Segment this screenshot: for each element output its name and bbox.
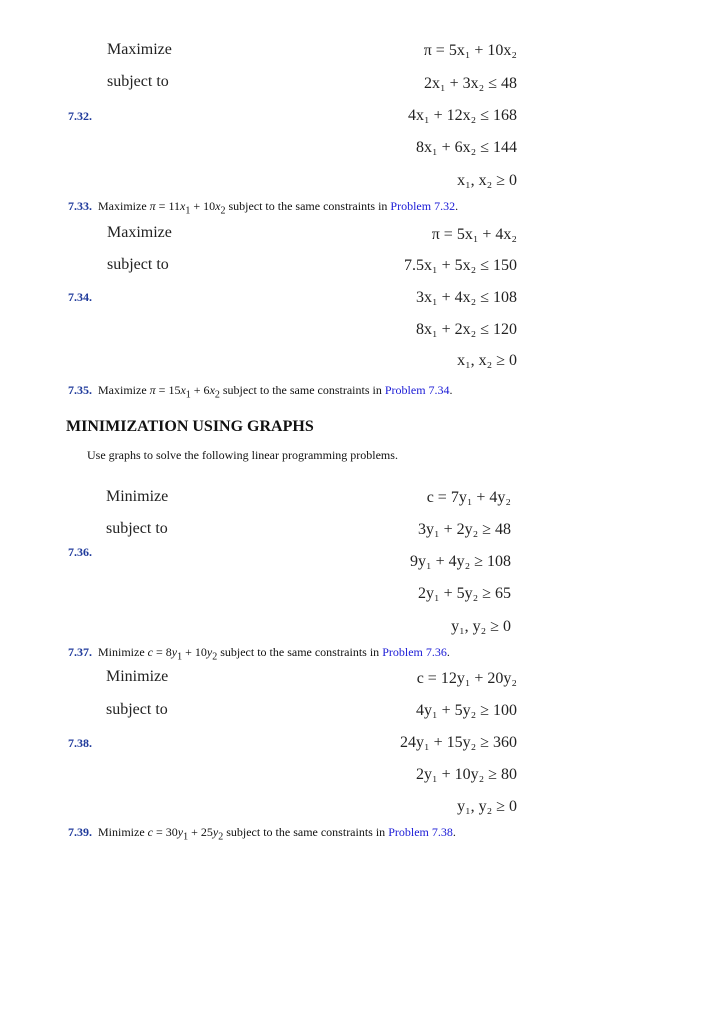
subscript: 1	[177, 651, 183, 663]
variable: y	[212, 825, 219, 839]
problem-number-7-32: 7.32.	[68, 109, 92, 123]
problem-text: + 25	[188, 825, 213, 839]
problem-7-33	[68, 199, 458, 216]
nonnegativity-constraint: x₁, x₂ ≥ 0	[457, 172, 517, 189]
objective-equation: π = 5x₁ + 10x₂	[423, 42, 517, 59]
objective-keyword: Minimize	[106, 488, 169, 505]
problem-number-7-37: 7.37.	[68, 645, 92, 659]
variable: c	[147, 825, 153, 839]
constraint-equation: 2x₁ + 3x₂ ≤ 48	[424, 75, 517, 92]
subscript: 2	[220, 205, 226, 217]
problem-text: Maximize	[98, 383, 150, 397]
objective-equation: c = 12y₁ + 20y₂	[416, 670, 517, 687]
problem-7-36-link[interactable]: Problem 7.36	[382, 645, 447, 659]
variable: y	[171, 645, 178, 659]
objective-equation: c = 7y₁ + 4y₂	[426, 489, 511, 506]
problem-number-7-35: 7.35.	[68, 383, 92, 397]
problem-text: = 11	[155, 199, 180, 213]
problem-7-32-link[interactable]: Problem 7.32	[390, 199, 456, 213]
objective-keyword: Maximize	[107, 41, 172, 58]
variable: c	[147, 645, 153, 659]
constraint-equation: 3x₁ + 4x₂ ≤ 108	[416, 289, 517, 306]
variable: x	[180, 383, 186, 397]
nonnegativity-constraint: y₁, y₂ ≥ 0	[451, 618, 511, 635]
problem-text: .	[449, 383, 453, 397]
problem-number-7-38: 7.38.	[68, 736, 92, 750]
nonnegativity-constraint: y₁, y₂ ≥ 0	[457, 798, 517, 815]
problem-text: .	[446, 645, 450, 659]
subject-to-keyword: subject to	[106, 701, 168, 718]
constraint-equation: 8x₁ + 2x₂ ≤ 120	[416, 321, 517, 338]
objective-equation: π = 5x₁ + 4x₂	[431, 226, 517, 243]
problem-number-7-36: 7.36.	[68, 545, 92, 559]
subject-to-keyword: subject to	[107, 73, 169, 90]
problem-number-7-34: 7.34.	[68, 290, 92, 304]
problem-7-34-link[interactable]: Problem 7.34	[384, 383, 450, 397]
problem-number-7-33: 7.33.	[68, 199, 92, 213]
problem-text: Minimize	[98, 645, 148, 659]
problem-7-38-link[interactable]: Problem 7.38	[388, 825, 453, 839]
variable: x	[209, 383, 215, 397]
subscript: 1	[185, 389, 191, 401]
problem-text: subject to the same constraints in	[223, 825, 389, 839]
variable: π	[149, 199, 156, 213]
section-instruction: Use graphs to solve the following linear programming problems.	[87, 448, 398, 462]
problem-text: = 15	[155, 383, 181, 397]
problem-text: Minimize	[98, 825, 148, 839]
nonnegativity-constraint: x₁, x₂ ≥ 0	[457, 352, 517, 369]
problem-text: = 8	[153, 645, 172, 659]
constraint-equation: 3y₁ + 2y₂ ≥ 48	[418, 521, 511, 538]
subscript: 2	[218, 831, 224, 843]
section-heading: MINIMIZATION USING GRAPHS	[66, 418, 314, 435]
subject-to-keyword: subject to	[107, 256, 169, 273]
constraint-equation: 24y₁ + 15y₂ ≥ 360	[400, 734, 517, 751]
constraint-equation: 2y₁ + 5y₂ ≥ 65	[418, 585, 511, 602]
problem-text: + 6	[190, 383, 210, 397]
subject-to-keyword: subject to	[106, 520, 168, 537]
problem-7-35	[68, 383, 453, 400]
constraint-equation: 8x₁ + 6x₂ ≤ 144	[416, 139, 517, 156]
objective-keyword: Maximize	[107, 224, 172, 241]
problem-text: subject to the same constraints in	[219, 383, 385, 397]
variable: y	[177, 825, 184, 839]
problem-text: + 10	[182, 645, 207, 659]
subscript: 2	[214, 389, 220, 401]
problem-text: = 30	[153, 825, 178, 839]
problem-text: .	[452, 825, 456, 839]
constraint-equation: 7.5x₁ + 5x₂ ≤ 150	[404, 257, 517, 274]
variable: y	[206, 645, 213, 659]
problem-text: subject to the same constraints in	[225, 199, 391, 213]
variable: π	[149, 383, 156, 397]
constraint-equation: 9y₁ + 4y₂ ≥ 108	[410, 553, 511, 570]
problem-text: + 10	[190, 199, 216, 213]
subscript: 1	[185, 205, 191, 217]
problem-7-37	[68, 645, 450, 662]
problem-text: .	[455, 199, 459, 213]
problem-text: Maximize	[98, 199, 150, 213]
objective-keyword: Minimize	[106, 668, 169, 685]
problem-number-7-39: 7.39.	[68, 825, 92, 839]
constraint-equation: 4x₁ + 12x₂ ≤ 168	[408, 107, 517, 124]
constraint-equation: 2y₁ + 10y₂ ≥ 80	[416, 766, 517, 783]
subscript: 1	[183, 831, 189, 843]
constraint-equation: 4y₁ + 5y₂ ≥ 100	[416, 702, 517, 719]
subscript: 2	[212, 651, 218, 663]
variable: x	[215, 199, 221, 213]
variable: x	[180, 199, 186, 213]
problem-7-39	[68, 825, 456, 842]
problem-text: subject to the same constraints in	[217, 645, 383, 659]
